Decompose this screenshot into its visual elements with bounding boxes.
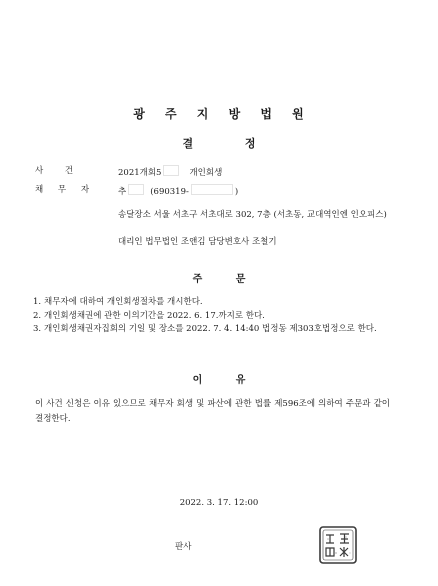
decision-date: 2022. 3. 17. 12:00 xyxy=(179,498,259,508)
debtor-id: (690319- xyxy=(150,187,189,197)
reason-heading: 이 유 xyxy=(192,375,246,386)
redaction-box xyxy=(163,165,179,176)
list-item: 1. 채무자에 대하여 개인회생절차를 개시한다. xyxy=(33,297,203,307)
debtor-label: 채 무 자 xyxy=(35,185,90,195)
case-number: 2021개회5 xyxy=(118,168,162,178)
list-item: 3. 개인회생채권자집회의 기일 및 장소를 2022. 7. 4. 14:40 법정동 제303호법정으로 한다. xyxy=(33,324,377,334)
debtor-id-close: ) xyxy=(234,187,239,197)
case-label: 사 건 xyxy=(35,166,74,176)
list-item: 2. 개인회생채권에 관한 이의기간을 2022. 6. 17.까지로 한다. xyxy=(33,310,265,321)
case-value xyxy=(118,165,222,179)
case-type: 개인회생 xyxy=(189,168,223,178)
attorney: 대리인 법무법인 조앤김 담당변호사 조철기 xyxy=(118,237,277,247)
court-seal-icon xyxy=(316,523,360,567)
document-title: 결 정 xyxy=(182,137,256,150)
debtor-value xyxy=(118,184,238,198)
order-list xyxy=(33,296,388,337)
court-name: 광 주 지 방 법 원 xyxy=(133,107,305,121)
judge-label: 판사 xyxy=(175,542,192,552)
reason-text: 이 사건 신청은 이유 있으므로 채무자 회생 및 파산에 관한 법률 제596조에 의하여 주문과 같이 결정한다. xyxy=(35,399,390,424)
service-address: 송달장소 서울 서초구 서초대로 302, 7층 (서초동, 교대역인엔 인오피스) xyxy=(118,210,387,220)
redaction-box xyxy=(128,184,144,195)
debtor-name: 추 xyxy=(118,187,127,197)
order-heading: 주 문 xyxy=(192,274,246,285)
redaction-box xyxy=(191,184,233,195)
